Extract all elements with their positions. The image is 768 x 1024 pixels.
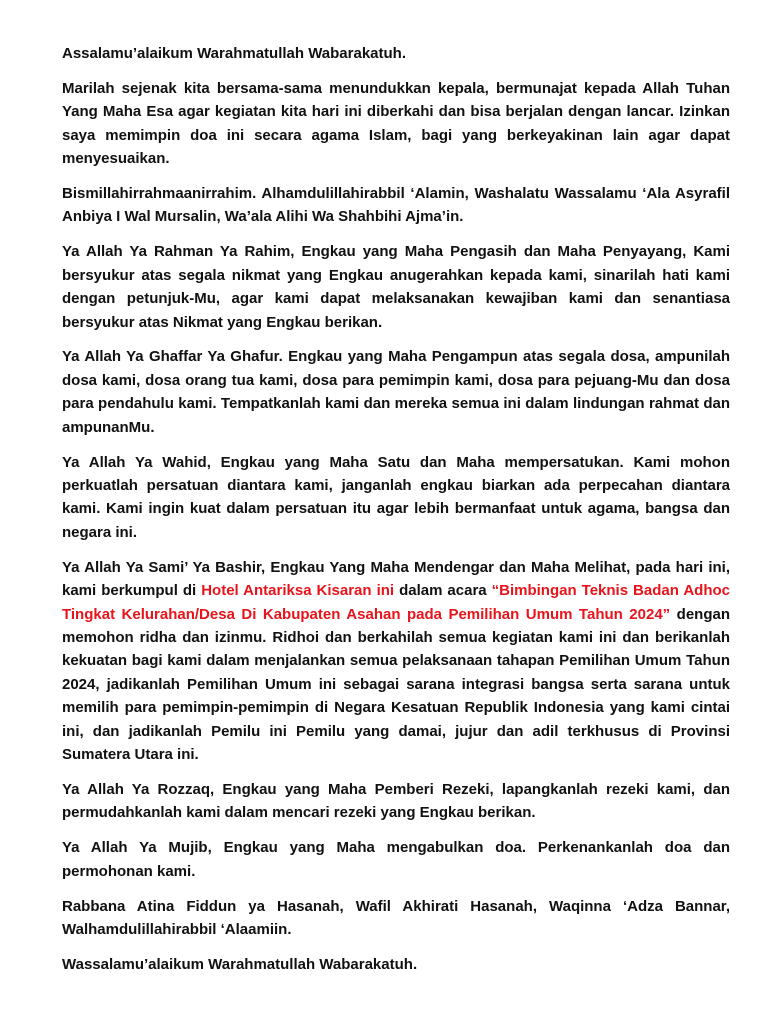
prayer-sami-text-1: Ya Allah Ya Sami’ Ya Bashir, Engkau Yang Maha Mendengar dan Maha Melihat, pada hari ini, kami berkumpul di xyxy=(62,558,730,600)
closing-prayer-paragraph: Rabbana Atina Fiddun ya Hasanah, Wafil Akhirati Hasanah, Waqinna ‘Adza Bannar, Walhamdulillahirabbil ‘Alaamiin. xyxy=(62,897,730,938)
basmalah-paragraph: Bismillahirrahmaanirrahim. Alhamdulillahirabbil ‘Alamin, Washalatu Wassalamu ‘Ala Asyrafil Anbiya I Wal Mursalin, Wa’ala Alihi Wa Shahbihi Ajma’in. xyxy=(62,185,730,226)
prayer-mujib-paragraph: Ya Allah Ya Mujib, Engkau yang Maha mengabulkan doa. Perkenankanlah doa dan permohonan kami. xyxy=(62,839,730,880)
prayer-sami-text-2: dalam acara xyxy=(394,582,492,600)
prayer-sami-text-3: dengan memohon ridha dan izinmu. Ridhoi dan berkahilah semua kegiatan kami ini dan berikanlah kekuatan bagi kami dalam menjalankan semua pelaksanaan tahapan Pemilihan Umum Tahun 2024, jadikanlah Pemilihan Umum ini sebagai sarana integrasi bangsa serta sarana untuk memilih para pemimpin-pemimpin di Negara Kesatuan Republik Indonesia yang kami cintai ini, dan jadikanlah Pemilu ini Pemilu yang damai, jujur dan adil terkhusus di Provinsi Sumatera Utara ini. xyxy=(62,605,730,763)
prayer-wahid-paragraph: Ya Allah Ya Wahid, Engkau yang Maha Satu dan Maha mempersatukan. Kami mohon perkuatlah persatuan diantara kami, janganlah engkau biarkan ada perpecahan diantara kami. Kami ingin kuat dalam persatuan itu agar lebih bermanfaat untuk agama, bangsa dan negara ini. xyxy=(62,453,730,541)
event-title-highlight: “Bimbingan Teknis Badan Adhoc Tingkat Kelurahan/Desa Di Kabupaten Asahan pada Pemilihan Umum Tahun 2024” xyxy=(62,582,731,623)
prayer-rahman-paragraph: Ya Allah Ya Rahman Ya Rahim, Engkau yang Maha Pengasih dan Maha Penyayang, Kami bersyukur atas segala nikmat yang Engkau anugerahkan kepada kami, sinarilah hati kami dengan petunjuk-Mu, agar kami dapat melaksanakan kewajiban kami dan senantiasa bersyukur atas Nikmat yang Engkau berikan. xyxy=(62,243,730,331)
opening-greeting: Assalamu’alaikum Warahmatullah Wabarakatuh. xyxy=(62,45,406,62)
closing-greeting: Wassalamu’alaikum Warahmatullah Wabarakatuh. xyxy=(62,955,418,973)
intro-paragraph: Marilah sejenak kita bersama-sama menundukkan kepala, bermunajat kepada Allah Tuhan Yang Maha Esa agar kegiatan kita hari ini diberkahi dan bisa berjalan dengan lancar. Izinkan saya memimpin doa ini secara agama Islam, bagi yang berkeyakinan lain agar dapat menyesuaikan. xyxy=(62,79,730,168)
prayer-sami-paragraph xyxy=(62,556,730,767)
prayer-ghaffar-paragraph: Ya Allah Ya Ghaffar Ya Ghafur. Engkau yang Maha Pengampun atas segala dosa, ampunilah dosa kami, dosa orang tua kami, dosa para pemimpin kami, dosa para pejuang-Mu dan dosa para pendahulu kami. Tempatkanlah kami dan mereka semua ini dalam lindungan rahmat dan ampunanMu. xyxy=(62,348,730,436)
document-page xyxy=(62,42,730,988)
prayer-rozzaq-paragraph: Ya Allah Ya Rozzaq, Engkau yang Maha Pemberi Rezeki, lapangkanlah rezeki kami, dan permudahkanlah kami dalam mencari rezeki yang Engkau berikan. xyxy=(62,780,730,822)
venue-highlight: Hotel Antariksa Kisaran ini xyxy=(201,582,395,600)
